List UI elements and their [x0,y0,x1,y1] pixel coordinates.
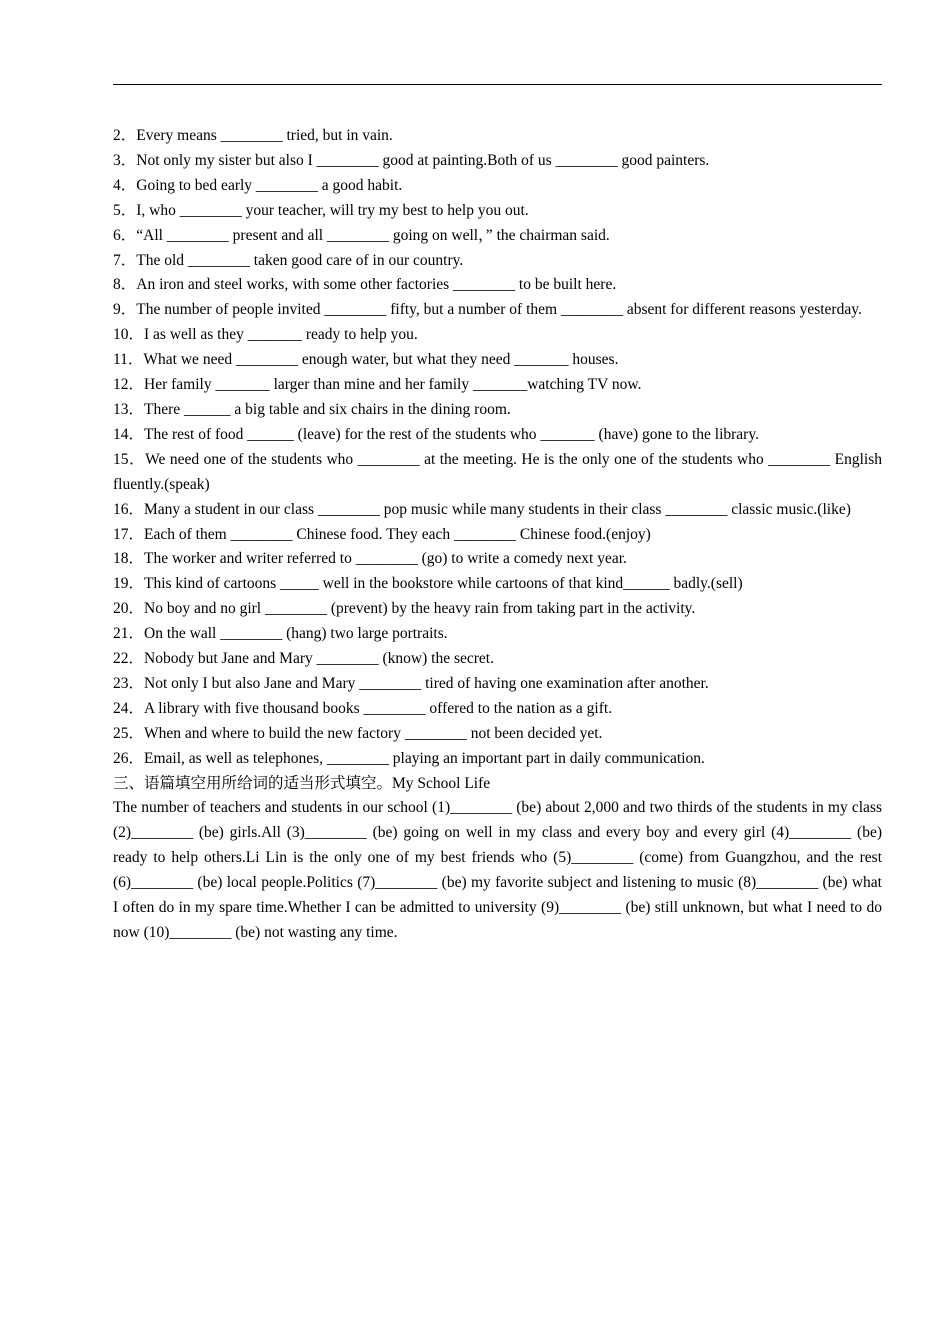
section-3-heading: 三、语篇填空用所给词的适当形式填空。My School Life [113,774,491,792]
question-5: 5．I, who ________ your teacher, will try my best to help you out. [113,201,529,219]
question-26: 26．Email, as well as telephones, ________ playing an important part in daily communication. [113,749,705,767]
question-24: 24．A library with five thousand books ________ offered to the nation as a gift. [113,699,613,717]
question-2: 2．Every means ________ tried, but in vain. [113,127,393,144]
question-11: 11．What we need ________ enough water, but what they need _______ houses. [113,351,619,369]
question-8: 8．An iron and steel works, with some other factories ________ to be built here. [113,276,617,294]
question-3: 3．Not only my sister but also I ________ good at painting.Both of us ________ good painters. [113,151,710,169]
question-21: 21．On the wall ________ (hang) two large portraits. [113,625,448,643]
question-4: 4．Going to bed early ________ a good habit. [113,176,403,194]
question-25: 25．When and where to build the new factory ________ not been decided yet. [113,724,603,742]
question-9: 9．The number of people invited ________ fifty, but a number of them ________ absent for different reasons yesterday. [113,301,862,319]
worksheet-body [113,124,882,946]
question-15: 15．We need one of the students who ________ at the meeting. He is the only one of the students who ________ English fluently.(speak) [113,450,882,493]
question-17: 17．Each of them ________ Chinese food. They each ________ Chinese food.(enjoy) [113,525,651,543]
question-20: 20．No boy and no girl ________ (prevent) by the heavy rain from taking part in the activity. [113,600,696,618]
question-19: 19．This kind of cartoons _____ well in the bookstore while cartoons of that kind______ badly.(sell) [113,575,743,593]
section-3-passage: The number of teachers and students in our school (1)________ (be) about 2,000 and two thirds of the students in my class (2)________ (be) girls.All (3)________ (be) going on well in my class and every boy and every girl (4)________ (be) ready to help others.Li Lin is the only one of my best friends who (5)________ (come) from Guangzhou, and the rest (6)________ (be) local people.Politics (7)________ (be) my favorite subject and listening to music (8)________ (be) what I often do in my spare time.Whether I can be admitted to university (9)________ (be) still unknown, but what I need to do now (10)________ (be) not wasting any time. [113,799,882,941]
question-10: 10．I as well as they _______ ready to help you. [113,326,418,344]
question-22: 22．Nobody but Jane and Mary ________ (know) the secret. [113,650,494,668]
question-18: 18．The worker and writer referred to ________ (go) to write a comedy next year. [113,550,627,568]
question-6: 6．“All ________ present and all ________ going on well，” the chairman said. [113,226,610,244]
question-23: 23．Not only I but also Jane and Mary ________ tired of having one examination after another. [113,674,709,692]
question-16: 16．Many a student in our class ________ pop music while many students in their class ________ classic music.(like) [113,500,851,518]
question-7: 7．The old ________ taken good care of in our country. [113,251,464,269]
question-12: 12．Her family _______ larger than mine and her family _______watching TV now. [113,376,642,394]
header-rule [113,84,882,85]
question-14: 14．The rest of food ______ (leave) for the rest of the students who _______ (have) gone to the library. [113,425,759,443]
question-13: 13．There ______ a big table and six chairs in the dining room. [113,400,511,418]
